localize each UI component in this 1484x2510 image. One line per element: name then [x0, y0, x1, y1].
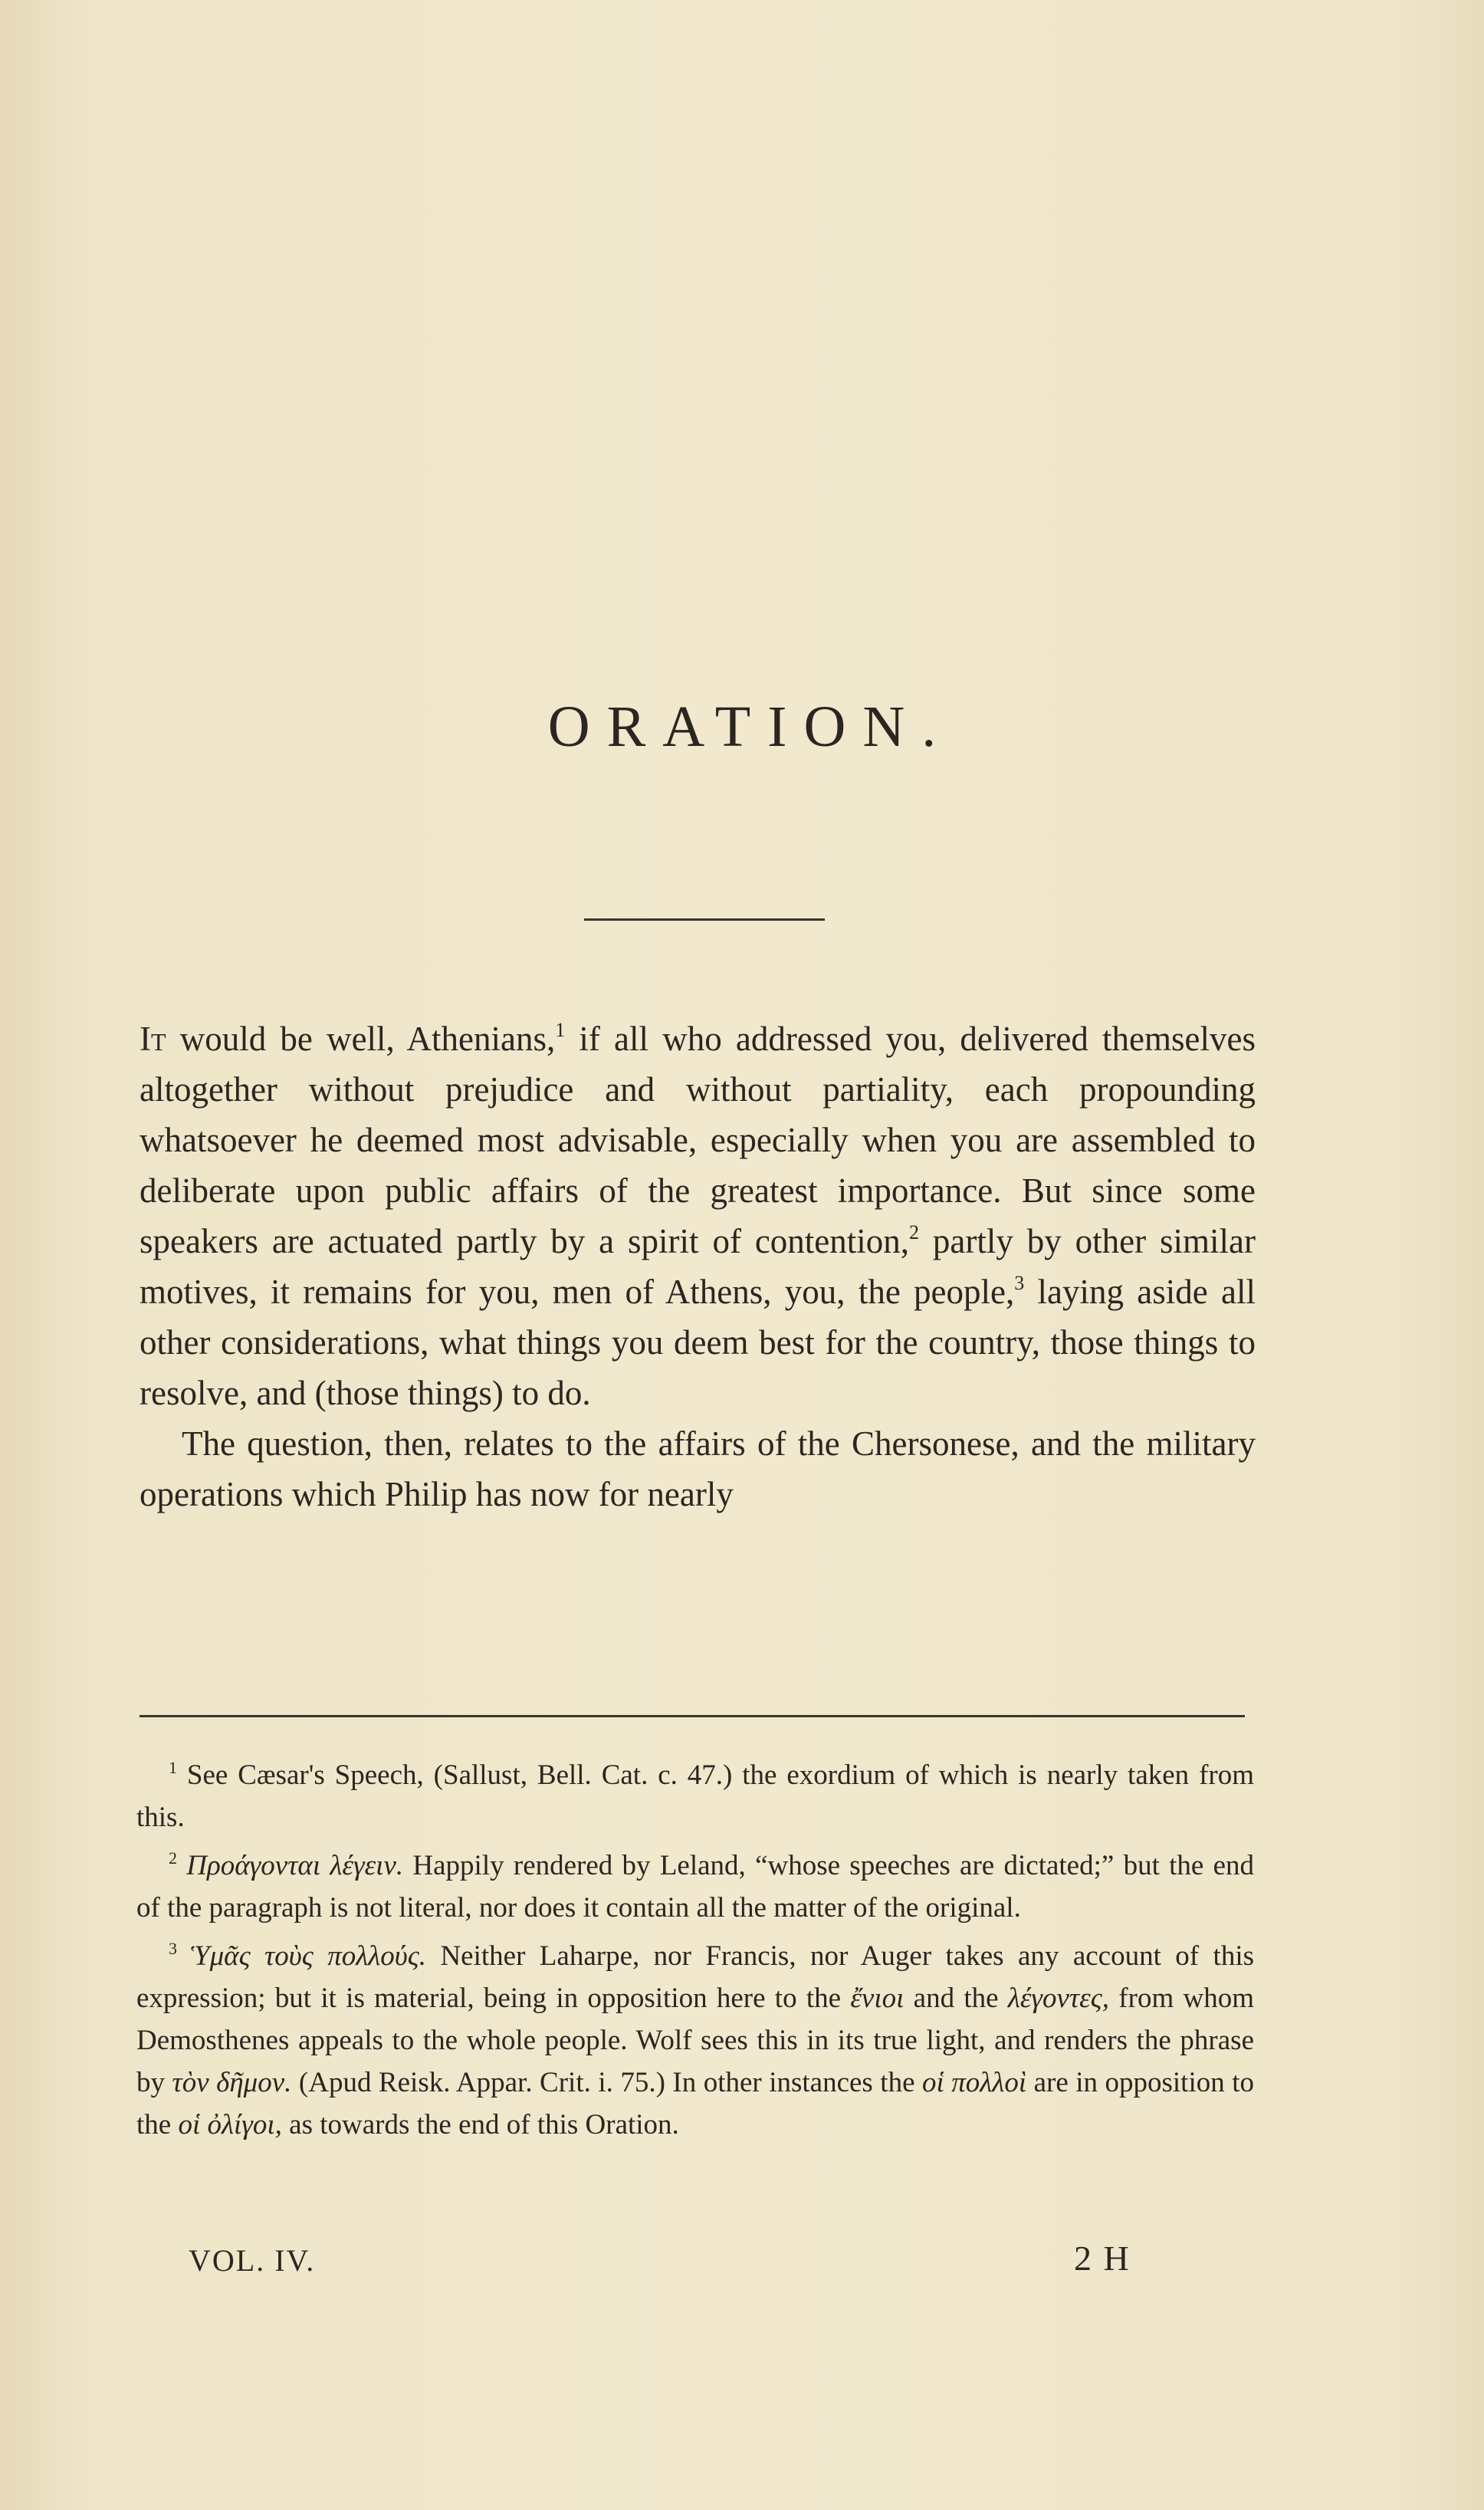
- footnote-1-text: See Cæsar's Speech, (Sallust, Bell. Cat. c. 47.) the exordium of which is nearly taken from this.: [136, 1759, 1254, 1833]
- paragraph-1: [140, 1014, 1256, 1418]
- footnote-3: [136, 1935, 1254, 2146]
- footnote-1: [136, 1754, 1254, 1838]
- paragraph-2: The question, then, relates to the affairs of the Chersonese, and the military operations which Philip has now for nearly: [140, 1424, 1256, 1513]
- footnote-3-text-e: are in opposition to the: [136, 2067, 1254, 2140]
- footnote-2-text: Happily rendered by Leland, “whose speeches are dictated;” but the end of the paragraph is not literal, nor does it contain all the matter of the original.: [136, 1850, 1255, 1924]
- footnote-3-text-c: from whom Demosthenes appeals to the whole people. Wolf sees this in its true light, and renders the phrase by: [136, 1983, 1254, 2098]
- footnote-3-greek-b: ἔνιοι: [850, 1983, 905, 2014]
- footnote-2-mark: 2: [169, 1848, 177, 1868]
- footnote-3-greek-a: Ὑμᾶς τοὺς πολλούς.: [191, 1940, 427, 1972]
- page-title: ORATION.: [547, 695, 954, 759]
- footnote-3-greek-f: οἱ ὀλίγοι,: [178, 2109, 282, 2140]
- footnote-ref-3[interactable]: 3: [1014, 1272, 1025, 1294]
- volume-label: VOL. IV.: [189, 2243, 316, 2278]
- paragraph-1-text-b: if all who addressed you, delivered themselves altogether without prejudice and without partiality, each propounding whatsoever he deemed most advisable, especially when you are assembled to deliberate upon public affairs of the greatest importance. But since some speakers are actuated partly by a spirit of contention,: [140, 1020, 1256, 1260]
- signature-mark: 2 H: [1074, 2239, 1131, 2278]
- drop-word: It: [140, 1020, 166, 1058]
- main-text: [140, 1014, 1256, 1519]
- paragraph-1-text-d: laying aside all other considerations, what things you deem best for the country, those things to resolve, and (those things) to do.: [140, 1273, 1256, 1412]
- footnote-3-greek-c: λέγοντες,: [1007, 1983, 1110, 2014]
- paragraph-1-text-c: partly by other similar motives, it remains for you, men of Athens, you, the people,: [140, 1222, 1256, 1311]
- footnote-3-greek-e: οἱ πολλοὶ: [921, 2067, 1027, 2098]
- footnote-3-text-b: and the: [904, 1983, 1008, 2014]
- footnote-3-greek-d: τὸν δῆμον.: [172, 2067, 292, 2098]
- footnote-2-greek: Προάγονται λέγειν.: [186, 1850, 404, 1881]
- footnote-3-text-d: (Apud Reisk. Appar. Crit. i. 75.) In other instances the: [291, 2067, 922, 2098]
- footnotes: [136, 1754, 1254, 2152]
- paragraph-1-text-a: would be well, Athenians,: [166, 1020, 556, 1058]
- footnote-3-text-a: Neither Laharpe, nor Francis, nor Auger takes any account of this expression; but it is material, being in opposition here to the: [136, 1940, 1254, 2014]
- footnote-2: [136, 1845, 1254, 1929]
- footnote-3-mark: 3: [169, 1939, 177, 1958]
- title-divider: [584, 918, 825, 921]
- footnote-ref-2[interactable]: 2: [909, 1221, 920, 1244]
- footnote-1-mark: 1: [169, 1758, 177, 1777]
- footnote-ref-1[interactable]: 1: [555, 1019, 566, 1041]
- footnote-3-text-f: as towards the end of this Oration.: [281, 2109, 679, 2140]
- footnote-divider: [140, 1715, 1245, 1717]
